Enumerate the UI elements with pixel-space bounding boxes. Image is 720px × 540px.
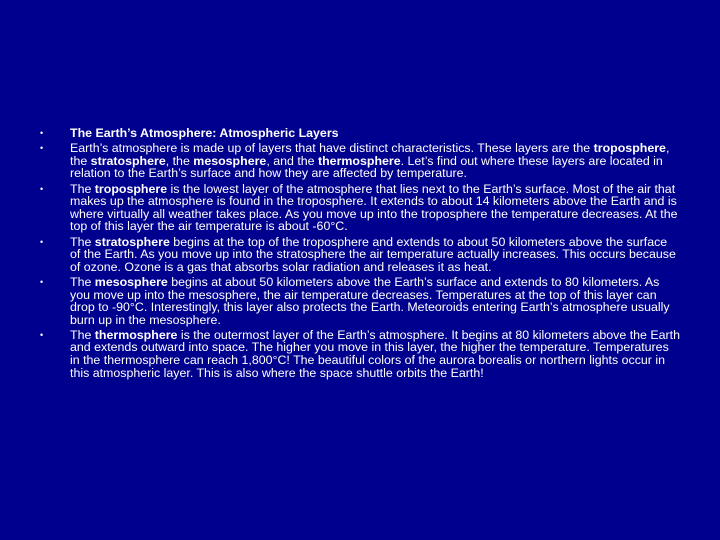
mesosphere-text-2: begins at about 50 kilometers above the Earth’s surface and extends to 80 kilometers. As you move up into the mesosphere, the air temperature decreases. Temperatures at the top of this layer can drop to -90°C. Interestingly, this layer also protects the Earth. Meteoroids entering Earth’s atmosphere usually burn up in the mesosphere. [70,274,670,327]
bullet-icon: • [40,143,44,154]
keyword-mesosphere: mesosphere [193,153,267,168]
bullet-icon: • [40,236,44,247]
bullet-icon: • [40,276,44,287]
bullet-item-stratosphere [40,236,680,274]
bullet-list [40,127,680,382]
bullet-item-overview [40,142,680,180]
keyword-stratosphere: stratosphere [90,153,166,168]
keyword-thermosphere: thermosphere [94,327,178,342]
bullet-item-thermosphere [40,329,680,379]
stratosphere-text-1: The [70,234,95,249]
troposphere-text-2: is the lowest layer of the atmosphere that lies next to the Earth’s surface. Most of the air that makes up the atmosphere is found in the troposphere. It extends to about 14 kilometers above the Earth and is where virtually all weather takes place. As you move up into the troposphere the temperature decreases. At the top of this layer the air temperature is about -60°C. [70,181,678,234]
slide-title: The Earth’s Atmosphere: Atmospheric Layers [70,126,339,140]
bullet-icon: • [40,128,44,138]
bullet-item-mesosphere [40,276,680,326]
keyword-thermosphere: thermosphere [317,153,401,168]
stratosphere-text-2: begins at the top of the troposphere and extends to about 50 kilometers above the surface of the Earth. As you move up into the stratosphere the air temperature actually increases. This occurs because of ozone. Ozone is a gas that absorbs solar radiation and releases it as heat. [70,234,676,274]
keyword-mesosphere: mesosphere [94,274,168,289]
bullet-icon: • [40,183,44,194]
overview-text-5: . Let’s find out where these layers are located in relation to the Earth’s surface and how they are affected by temperature. [70,153,663,181]
bullet-icon: • [40,329,44,340]
overview-text-1: Earth’s atmosphere is made up of layers that have distinct characteristics. These layers are the [70,141,594,156]
thermosphere-text-2: is the outermost layer of the Earth’s atmosphere. It begins at 80 kilometers above the Earth and extends outward into space. The higher you move in this layer, the higher the temperature. Temperatures in the thermosphere can reach 1,800°C! The beautiful colors of the aurora borealis or northern lights occur in this atmospheric layer. This is also where the space shuttle orbits the Earth! [70,327,680,380]
mesosphere-text-1: The [70,274,95,289]
bullet-item-title [40,127,680,140]
keyword-troposphere: troposphere [593,141,666,156]
overview-text-2: , the [70,141,670,168]
overview-text-4: , and the [266,153,318,168]
bullet-item-troposphere [40,183,680,233]
troposphere-text-1: The [70,181,95,196]
thermosphere-text-1: The [70,327,95,342]
keyword-stratosphere: stratosphere [94,234,170,249]
keyword-troposphere: troposphere [94,181,168,196]
overview-text-3: , the [165,153,194,168]
